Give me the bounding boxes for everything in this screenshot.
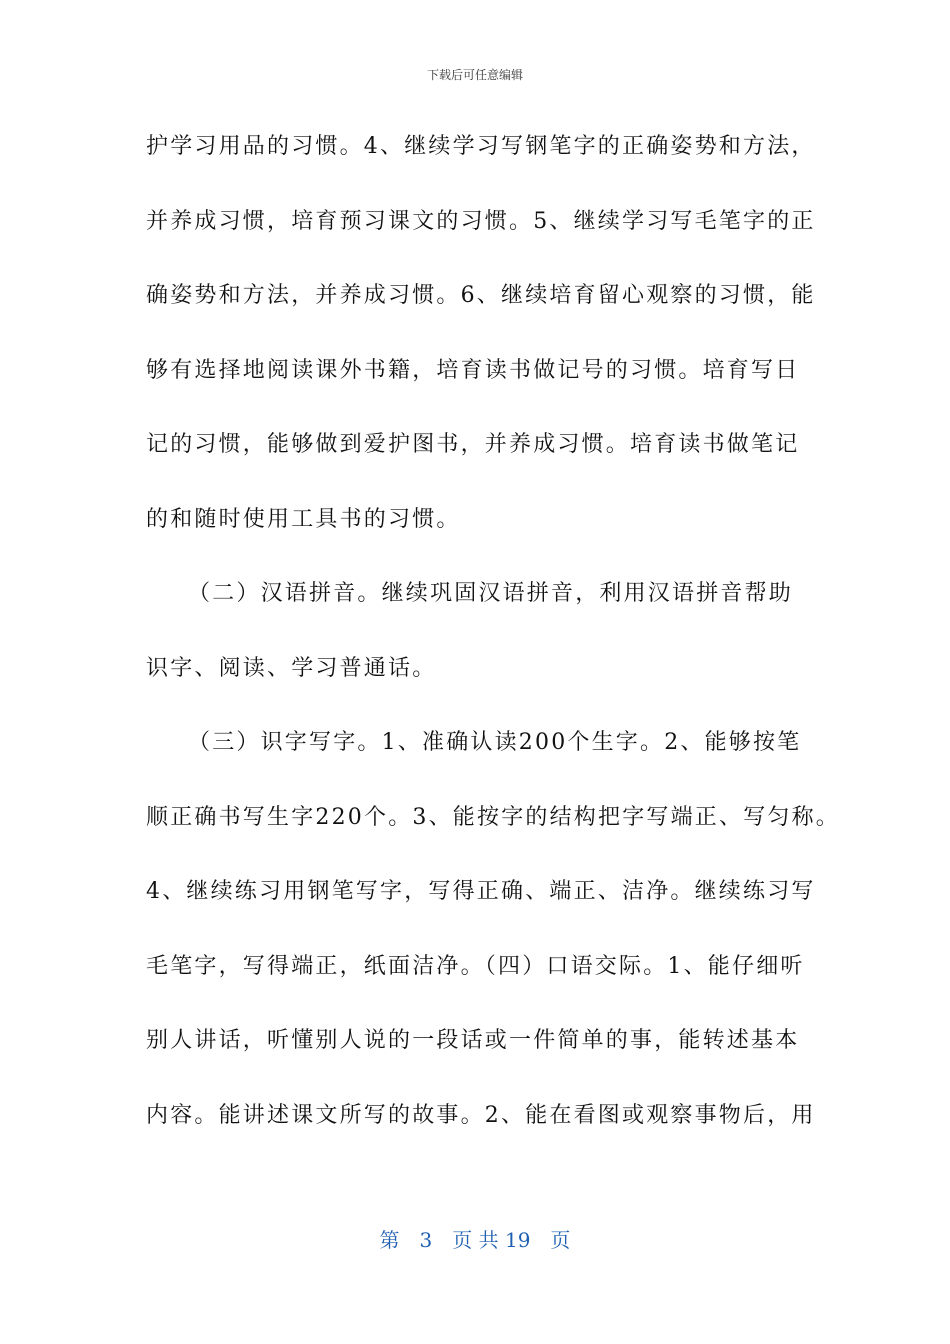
text-line: 记的习惯，能够做到爱护图书，并养成习惯。培育读书做笔记 [146, 432, 800, 457]
text-line: 确姿势和方法，并养成习惯。6、继续培育留心观察的习惯，能 [146, 283, 816, 308]
section-heading-line: （三）识字写字。1、准确认读200个生字。2、能够按笔 [188, 730, 802, 755]
page-number-footer: 第 3 页 共 19 页 [379, 1228, 571, 1252]
document-body [146, 122, 840, 1165]
text-line: 内容。能讲述课文所写的故事。2、能在看图或观察事物后，用 [146, 1102, 816, 1128]
text-line: 别人讲话，听懂别人说的一段话或一件简单的事，能转述基本 [146, 1028, 800, 1053]
text-line: 护学习用品的习惯。4、继续学习写钢笔字的正确姿势和方法， [146, 134, 816, 159]
text-line: 并养成习惯，培育预习课文的习惯。5、继续学习写毛笔字的正 [146, 208, 816, 234]
text-line: 识字、阅读、学习普通话。 [146, 655, 437, 681]
text-line: 的和随时使用工具书的习惯。 [146, 506, 461, 532]
text-line: 顺正确书写生字220个。3、能按字的结构把字写端正、写匀称。 [146, 804, 840, 830]
text-line: 4、继续练习用钢笔写字，写得正确、端正、洁净。继续练习写 [146, 879, 816, 904]
text-line: 毛笔字，写得端正，纸面洁净。（四）口语交际。1、能仔细听 [146, 953, 805, 979]
section-heading-line: （二）汉语拼音。继续巩固汉语拼音，利用汉语拼音帮助 [188, 581, 794, 606]
text-line: 够有选择地阅读课外书籍，培育读书做记号的习惯。培育写日 [146, 357, 800, 383]
page-header: 下载后可任意编辑 [426, 68, 523, 82]
